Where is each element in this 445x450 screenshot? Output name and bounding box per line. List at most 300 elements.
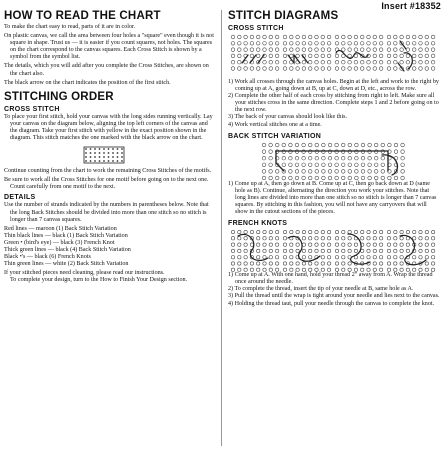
canvas-hole (425, 230, 428, 233)
canvas-hole (262, 149, 266, 153)
canvas-hole (121, 160, 123, 162)
canvas-hole (275, 54, 279, 58)
canvas-hole (327, 237, 330, 240)
canvas-hole (387, 237, 390, 240)
canvas-hole (373, 60, 377, 64)
canvas-hole (250, 54, 254, 58)
canvas-hole (379, 243, 382, 246)
canvas-hole (121, 148, 123, 150)
canvas-hole (308, 169, 312, 173)
canvas-hole (275, 48, 279, 52)
canvas-hole (412, 54, 416, 58)
canvas-hole (401, 163, 405, 167)
canvas-hole (315, 35, 319, 39)
canvas-hole (275, 249, 278, 252)
canvas-hole (425, 35, 429, 39)
canvas-hole (283, 237, 286, 240)
canvas-hole (387, 243, 390, 246)
canvas-hole (117, 152, 119, 154)
canvas-hole (308, 35, 312, 39)
canvas-hole (413, 256, 416, 259)
canvas-hole (302, 35, 306, 39)
canvas-hole (309, 249, 312, 252)
canvas-hole (90, 152, 92, 154)
cleaning-note: If your stitched pieces need cleaning, please read our instructions. (4, 270, 165, 277)
canvas-hole (381, 163, 385, 167)
canvas-hole (360, 67, 364, 71)
canvas-hole (368, 143, 372, 147)
canvas-hole (367, 60, 371, 64)
canvas-hole (341, 156, 345, 160)
canvas-hole (379, 262, 382, 265)
canvas-hole (354, 35, 358, 39)
canvas-hole (321, 67, 325, 71)
canvas-hole (290, 42, 294, 46)
canvas-hole (94, 160, 96, 162)
canvas-hole (90, 148, 92, 150)
canvas-hole (387, 60, 391, 64)
back-stitch-diagram (228, 141, 441, 181)
canvas-hole (431, 230, 434, 233)
canvas-hole (425, 243, 428, 246)
canvas-hole (231, 67, 235, 71)
canvas-hole (342, 262, 345, 265)
canvas-hole (335, 237, 338, 240)
canvas-hole (388, 176, 392, 180)
canvas-hole (308, 48, 312, 52)
canvas-hole (322, 143, 326, 147)
canvas-hole (315, 169, 319, 173)
canvas-hole (412, 35, 416, 39)
legend-line: Green • (bird's eye) — black (3) French Knot (4, 239, 115, 246)
canvas-hole (103, 148, 105, 150)
canvas-hole (283, 230, 286, 233)
canvas-hole (315, 163, 319, 167)
canvas-hole (348, 35, 352, 39)
canvas-hole (321, 42, 325, 46)
canvas-hole (238, 249, 241, 252)
canvas-hole (419, 230, 422, 233)
canvas-hole (361, 143, 365, 147)
canvas-hole (361, 230, 364, 233)
canvas-hole (108, 152, 110, 154)
canvas-hole (302, 67, 306, 71)
canvas-hole (367, 42, 371, 46)
canvas-hole (368, 176, 372, 180)
legend-line: Red lines — maroon (1) Back Stitch Variation (4, 225, 117, 232)
canvas-hole (85, 160, 87, 162)
canvas-hole (373, 67, 377, 71)
canvas-hole (244, 237, 247, 240)
canvas-hole (231, 262, 234, 265)
canvas-hole (309, 237, 312, 240)
canvas-hole (367, 249, 370, 252)
canvas-hole (379, 249, 382, 252)
canvas-hole (112, 156, 114, 158)
canvas-hole (328, 163, 332, 167)
canvas-hole (355, 169, 359, 173)
canvas-hole (121, 152, 123, 154)
canvas-hole (406, 48, 410, 52)
canvas-hole (315, 67, 319, 71)
canvas-hole (85, 156, 87, 158)
canvas-hole (275, 256, 278, 259)
canvas-hole (256, 35, 260, 39)
canvas-hole (406, 249, 409, 252)
canvas-hole (302, 169, 306, 173)
canvas-hole (425, 256, 428, 259)
canvas-hole (321, 48, 325, 52)
canvas-hole (373, 35, 377, 39)
first-stitch-diagram (4, 144, 214, 168)
stitching-order-para-3: Be sure to work all the Cross Stitches for one motif before going on to the next one. Count carefully from one motif to the next. (4, 177, 209, 191)
canvas-hole (348, 249, 351, 252)
canvas-hole (289, 163, 293, 167)
canvas-hole (328, 143, 332, 147)
canvas-hole (419, 237, 422, 240)
canvas-hole (269, 237, 272, 240)
canvas-hole (342, 249, 345, 252)
canvas-hole (238, 35, 242, 39)
canvas-hole (121, 156, 123, 158)
canvas-hole (309, 256, 312, 259)
canvas-hole (315, 48, 319, 52)
canvas-hole (315, 156, 319, 160)
canvas-hole (379, 54, 383, 58)
canvas-hole (342, 35, 346, 39)
canvas-hole (341, 163, 345, 167)
canvas-hole (360, 60, 364, 64)
canvas-hole (263, 67, 267, 71)
canvas-hole (283, 249, 286, 252)
cross-stitch-diagram-heading: CROSS STITCH (228, 25, 284, 32)
canvas-hole (289, 156, 293, 160)
canvas-hole (348, 262, 351, 265)
canvas-hole (262, 143, 266, 147)
canvas-hole (327, 230, 330, 233)
canvas-hole (412, 48, 416, 52)
canvas-hole (335, 243, 338, 246)
canvas-hole (283, 48, 287, 52)
canvas-hole (400, 256, 403, 259)
canvas-hole (321, 230, 324, 233)
cross-step: 3) The back of your canvas should look like this. (228, 114, 348, 121)
canvas-hole (367, 256, 370, 259)
canvas-hole (335, 42, 339, 46)
canvas-hole (373, 262, 376, 265)
canvas-hole (373, 256, 376, 259)
canvas-hole (315, 230, 318, 233)
canvas-hole (387, 230, 390, 233)
canvas-hole (431, 237, 434, 240)
canvas-hole (387, 256, 390, 259)
canvas-hole (283, 243, 286, 246)
canvas-hole (373, 249, 376, 252)
canvas-hole (394, 249, 397, 252)
canvas-hole (354, 249, 357, 252)
canvas-hole (302, 262, 305, 265)
canvas-hole (327, 48, 331, 52)
canvas-hole (103, 156, 105, 158)
canvas-hole (360, 35, 364, 39)
canvas-hole (394, 262, 397, 265)
canvas-hole (250, 230, 253, 233)
canvas-hole (302, 143, 306, 147)
canvas-hole (269, 60, 273, 64)
canvas-hole (327, 35, 331, 39)
canvas-hole (368, 156, 372, 160)
canvas-hole (401, 176, 405, 180)
canvas-hole (117, 160, 119, 162)
canvas-hole (296, 230, 299, 233)
canvas-hole (354, 230, 357, 233)
canvas-hole (257, 243, 260, 246)
canvas-hole (244, 42, 248, 46)
canvas-hole (387, 54, 391, 58)
canvas-hole (315, 143, 319, 147)
canvas-hole (335, 230, 338, 233)
canvas-hole (361, 237, 364, 240)
canvas-hole (85, 148, 87, 150)
canvas-hole (406, 230, 409, 233)
canvas-hole (231, 249, 234, 252)
canvas-hole (360, 42, 364, 46)
canvas-hole (275, 169, 279, 173)
canvas-hole (257, 249, 260, 252)
canvas-hole (85, 152, 87, 154)
canvas-hole (394, 256, 397, 259)
canvas-hole (308, 156, 312, 160)
canvas-hole (269, 256, 272, 259)
canvas-hole (315, 243, 318, 246)
canvas-hole (302, 256, 305, 259)
canvas-hole (308, 176, 312, 180)
canvas-hole (328, 156, 332, 160)
canvas-hole (108, 160, 110, 162)
canvas-hole (431, 243, 434, 246)
canvas-hole (263, 249, 266, 252)
canvas-hole (321, 262, 324, 265)
details-intro: Use the number of strands indicated by the numbers in parentheses below. Note that the long Back Stitches should be divided into more than one stitch so no stitch is longer than 7 canvas squares. (4, 202, 209, 223)
canvas-hole (117, 148, 119, 150)
canvas-hole (327, 262, 330, 265)
canvas-hole (238, 237, 241, 240)
canvas-hole (112, 148, 114, 150)
canvas-hole (425, 237, 428, 240)
canvas-hole (431, 48, 435, 52)
canvas-hole (244, 35, 248, 39)
canvas-hole (282, 176, 286, 180)
canvas-hole (406, 42, 410, 46)
canvas-hole (295, 169, 299, 173)
canvas-hole (379, 35, 383, 39)
canvas-hole (238, 42, 242, 46)
stitch-diagrams-title: STITCH DIAGRAMS (228, 10, 339, 22)
canvas-hole (295, 176, 299, 180)
canvas-hole (302, 230, 305, 233)
canvas-hole (354, 67, 358, 71)
canvas-hole (335, 163, 339, 167)
canvas-hole (269, 176, 273, 180)
canvas-hole (400, 230, 403, 233)
canvas-hole (263, 237, 266, 240)
canvas-hole (419, 67, 423, 71)
canvas-hole (342, 243, 345, 246)
canvas-hole (275, 243, 278, 246)
canvas-hole (419, 48, 423, 52)
canvas-hole (290, 262, 293, 265)
canvas-hole (231, 237, 234, 240)
canvas-hole (275, 60, 279, 64)
canvas-hole (290, 249, 293, 252)
canvas-hole (257, 230, 260, 233)
canvas-hole (354, 60, 358, 64)
read-chart-para-2: On plastic canvas, we call the area between four holes a "square" even though it is not square in shape. Trust us — it is easier if you count squares, not holes. The squares on the chart correspond to the canvas squares. Each Cross Stitch is shown by a symbol from the symbol list. (4, 33, 214, 61)
canvas-hole (263, 48, 267, 52)
canvas-hole (419, 35, 423, 39)
canvas-hole (315, 42, 319, 46)
canvas-hole (296, 262, 299, 265)
canvas-hole (425, 60, 429, 64)
canvas-hole (275, 35, 279, 39)
canvas-hole (368, 169, 372, 173)
canvas-hole (360, 48, 364, 52)
canvas-hole (90, 156, 92, 158)
canvas-hole (290, 35, 294, 39)
canvas-hole (238, 256, 241, 259)
canvas-hole (275, 237, 278, 240)
canvas-hole (257, 237, 260, 240)
canvas-hole (342, 48, 346, 52)
canvas-hole (302, 243, 305, 246)
canvas-hole (269, 262, 272, 265)
canvas-hole (342, 256, 345, 259)
canvas-hole (374, 143, 378, 147)
canvas-hole (231, 54, 235, 58)
canvas-hole (400, 243, 403, 246)
finish-note: To complete your design, turn to the How to Finish Your Design section. (10, 277, 188, 284)
stitching-order-title: STITCHING ORDER (4, 90, 114, 103)
canvas-hole (425, 48, 429, 52)
canvas-hole (381, 143, 385, 147)
canvas-hole (315, 237, 318, 240)
canvas-hole (419, 60, 423, 64)
legend-line: Thin black lines — black (1) Back Stitch Variation (4, 232, 128, 239)
canvas-hole (335, 169, 339, 173)
canvas-hole (296, 243, 299, 246)
canvas-hole (108, 156, 110, 158)
canvas-hole (290, 243, 293, 246)
canvas-hole (302, 237, 305, 240)
canvas-hole (373, 230, 376, 233)
canvas-hole (335, 143, 339, 147)
canvas-hole (328, 169, 332, 173)
canvas-hole (394, 237, 397, 240)
canvas-hole (262, 163, 266, 167)
canvas-hole (282, 143, 286, 147)
canvas-hole (322, 163, 326, 167)
canvas-hole (394, 42, 398, 46)
canvas-hole (282, 163, 286, 167)
canvas-hole (309, 243, 312, 246)
canvas-hole (289, 169, 293, 173)
canvas-hole (348, 230, 351, 233)
canvas-hole (244, 243, 247, 246)
canvas-hole (262, 169, 266, 173)
canvas-hole (367, 243, 370, 246)
read-chart-para-4: The black arrow on the chart indicates the position of the first stitch. (4, 79, 171, 86)
canvas-hole (275, 143, 279, 147)
details-heading: DETAILS (4, 194, 36, 202)
canvas-hole (413, 230, 416, 233)
canvas-hole (283, 54, 287, 58)
back-stitch-steps (228, 181, 441, 216)
canvas-hole (374, 163, 378, 167)
canvas-hole (412, 67, 416, 71)
canvas-hole (400, 262, 403, 265)
canvas-hole (361, 163, 365, 167)
canvas-hole (322, 176, 326, 180)
canvas-hole (250, 243, 253, 246)
canvas-hole (269, 230, 272, 233)
canvas-hole (263, 230, 266, 233)
canvas-hole (257, 256, 260, 259)
canvas-hole (327, 60, 331, 64)
canvas-hole (296, 249, 299, 252)
french-knot-diagrams (228, 228, 441, 272)
canvas-hole (355, 176, 359, 180)
canvas-hole (322, 169, 326, 173)
stitching-order-para-1: To place your first stitch, hold your canvas with the long sides running vertically. Lay your canvas on the diagram below, aligning the top left corners of the canvas and the diagram. Take your first stitch with yellow in the exact position shown in the diagram. This stitch matches the one marked with the black arrow on the chart. (4, 113, 213, 142)
canvas-hole (379, 42, 383, 46)
canvas-hole (367, 35, 371, 39)
canvas-hole (238, 262, 241, 265)
canvas-hole (401, 156, 405, 160)
canvas-hole (295, 163, 299, 167)
canvas-hole (315, 54, 319, 58)
canvas-hole (374, 176, 378, 180)
canvas-hole (308, 143, 312, 147)
canvas-hole (335, 256, 338, 259)
canvas-hole (342, 60, 346, 64)
cross-stitch-steps (228, 79, 441, 129)
canvas-hole (308, 54, 312, 58)
canvas-hole (419, 42, 423, 46)
canvas-hole (309, 230, 312, 233)
canvas-hole (231, 230, 234, 233)
left-column (4, 8, 214, 284)
canvas-hole (355, 156, 359, 160)
canvas-hole (262, 176, 266, 180)
canvas-hole (231, 42, 235, 46)
canvas-hole (328, 176, 332, 180)
canvas-hole (269, 163, 273, 167)
canvas-hole (238, 48, 242, 52)
canvas-hole (348, 169, 352, 173)
canvas-hole (108, 148, 110, 150)
canvas-hole (94, 152, 96, 154)
canvas-hole (275, 67, 279, 71)
canvas-hole (394, 176, 398, 180)
canvas-hole (373, 54, 377, 58)
canvas-hole (387, 42, 391, 46)
canvas-hole (309, 262, 312, 265)
canvas-hole (401, 169, 405, 173)
canvas-hole (431, 60, 435, 64)
french-knot-step: 4) Holding the thread taut, pull your needle through the canvas to complete the knot. (228, 300, 435, 307)
canvas-hole (381, 156, 385, 160)
canvas-hole (275, 262, 278, 265)
